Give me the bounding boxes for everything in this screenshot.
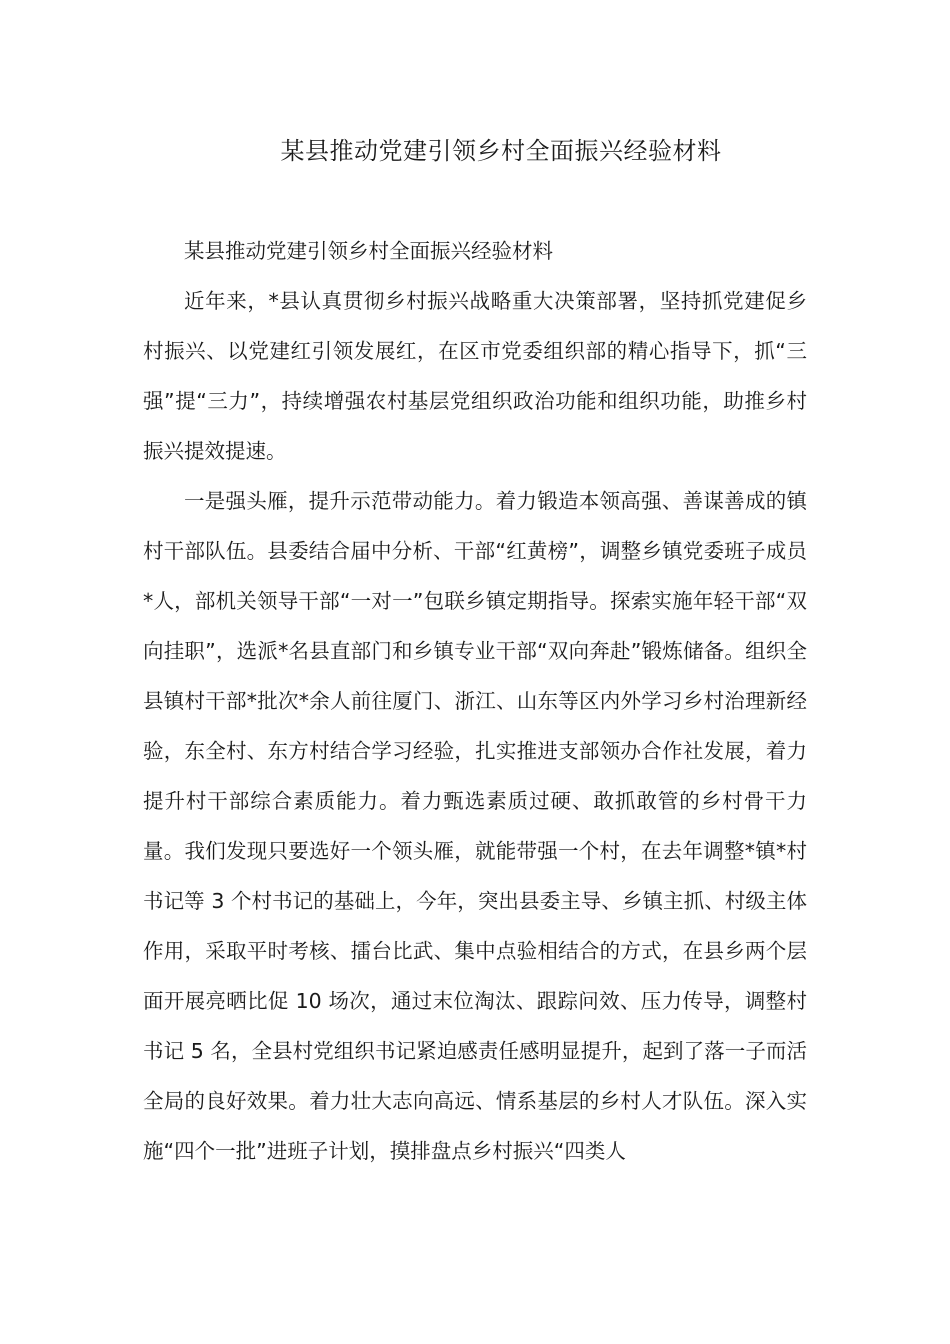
paragraph-strong-leaders: 一是强头雁，提升示范带动能力。着力锻造本领高强、善谋善成的镇村干部队伍。县委结合届中分析、干部“红黄榜”，调整乡镇党委班子成员*人，部机关领导干部“一对一”包联乡镇定期指导。探索实施年轻干部“双向挂职”，选派*名县直部门和乡镇专业干部“双向奔赴”锻炼储备。组织全县镇村干部*批次*余人前往厦门、浙江、山东等区内外学习乡村治理新经验，东全村、东方村结合学习经验，扎实推进支部领办合作社发展，着力提升村干部综合素质能力。着力甄选素质过硬、敢抓敢管的乡村骨干力量。我们发现只要选好一个领头雁，就能带强一个村，在去年调整*镇*村书记等 3 个村书记的基础上，今年，突出县委主导、乡镇主抓、村级主体作用，采取平时考核、擂台比武、集中点验相结合的方式，在县乡两个层面开展亮晒比促 10 场次，通过末位淘汰、跟踪问效、压力传导，调整村书记 5 名，全县村党组织书记紧迫感责任感明显提升，起到了落一子而活全局的良好效果。着力壮大志向高远、情系基层的乡村人才队伍。深入实施“四个一批”进班子计划，摸排盘点乡村振兴“四类人 — [143, 489, 807, 1163]
document-body — [143, 226, 807, 1176]
document-subtitle: 某县推动党建引领乡村全面振兴经验材料 — [184, 239, 553, 263]
document-title: 某县推动党建引领乡村全面振兴经验材料 — [280, 137, 722, 165]
paragraph-intro: 近年来，*县认真贯彻乡村振兴战略重大决策部署，坚持抓党建促乡村振兴、以党建红引领发展红，在区市党委组织部的精心指导下，抓“三强”提“三力”，持续增强农村基层党组织政治功能和组织功能，助推乡村振兴提效提速。 — [143, 289, 807, 463]
